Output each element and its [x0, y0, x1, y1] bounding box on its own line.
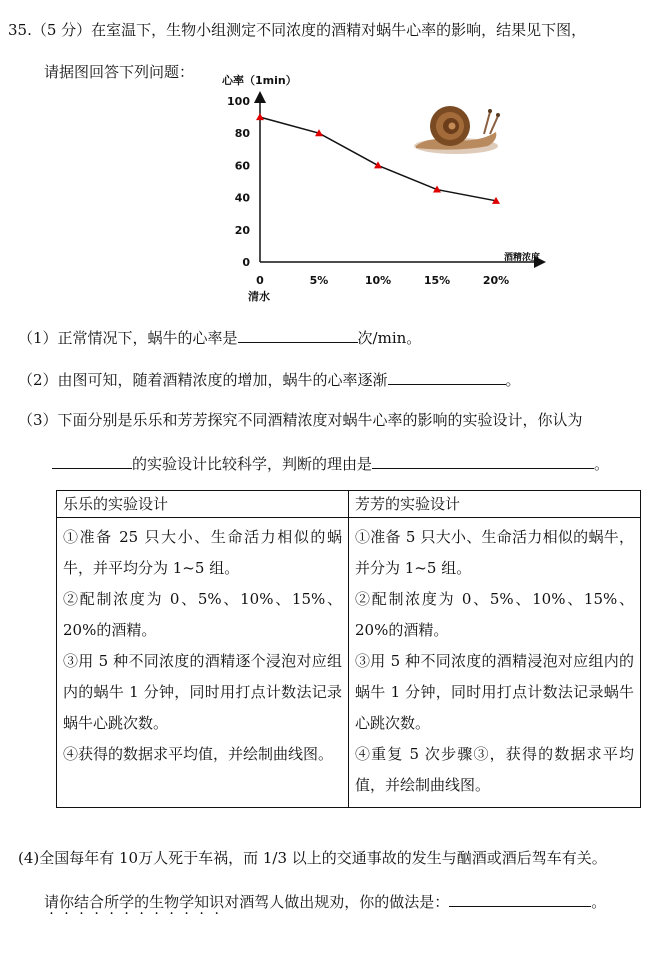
- lele-step-2: ②配制浓度为 0、5%、10%、15%、20%的酒精。: [63, 590, 342, 639]
- x-tick-label: 20%: [482, 274, 510, 287]
- fangfang-step-3: ③用 5 种不同浓度的酒精浸泡对应组内的蜗牛 1 分钟，同时用打点计数法记录蜗牛心跳次数。: [355, 652, 634, 732]
- y-tick-label: 40: [234, 191, 250, 205]
- emphasized-text: 请你结合所学的生物学知识: [44, 893, 225, 911]
- snail-icon: [414, 106, 500, 154]
- sub-question-2: （2）由图可知，随着酒精浓度的增加，蜗牛的心率逐渐 。: [18, 368, 521, 390]
- question-intro-2: 请据图回答下列问题：: [44, 63, 195, 81]
- x-tick-label: 5%: [309, 274, 329, 287]
- fangfang-step-2: ②配制浓度为 0、5%、10%、15%、20%的酒精。: [355, 590, 634, 639]
- sub-question-4-line2: 请你结合所学的生物学知识对酒驾人做出规劝，你的做法是： 。: [44, 890, 606, 912]
- x-tick-label: 10%: [364, 274, 392, 287]
- experiment-design-table: [56, 490, 641, 808]
- sub-question-3: （3）下面分别是乐乐和芳芳探究不同酒精浓度对蜗牛心率的影响的实验设计，你认为: [18, 411, 583, 429]
- x-tick-label: 0: [256, 274, 264, 287]
- sub-question-4: (4)全国每年有 10万人死于车祸，而 1/3 以上的交通事故的发生与酗酒或酒后驾车有关。: [18, 849, 607, 867]
- sub-question-1: （1）正常情况下，蜗牛的心率是 次/min。: [18, 326, 421, 348]
- lele-step-4: ④获得的数据求平均值，并绘制曲线图。: [63, 745, 334, 763]
- x-axis-label: 酒精浓度: [504, 253, 541, 263]
- y-tick-label: 60: [234, 159, 250, 173]
- data-point: [374, 161, 382, 168]
- y-axis-label: 心率（1min）: [222, 74, 297, 87]
- sub-question-3-line2: 的实验设计比较科学，判断的理由是 。: [52, 452, 609, 474]
- table-header-lele: 乐乐的实验设计: [57, 491, 349, 518]
- question-score: （5 分）: [31, 21, 92, 39]
- chart-axes: [260, 97, 540, 262]
- heart-rate-chart: [218, 62, 548, 310]
- lele-step-3: ③用 5 种不同浓度的酒精逐个浸泡对应组内的蜗牛 1 分钟，同时用打点计数法记录蜗牛心跳次数。: [63, 652, 342, 732]
- lele-step-1: ①准备 25 只大小、生命活力相似的蜗牛，并平均分为 1~5 组。: [63, 528, 342, 577]
- fangfang-design-cell: [349, 518, 641, 808]
- y-tick-label: 100: [227, 95, 250, 108]
- data-point: [256, 113, 264, 120]
- fangfang-step-4: ④重复 5 次步骤③，获得的数据求平均值，并绘制曲线图。: [355, 745, 634, 794]
- lele-design-cell: [57, 518, 349, 808]
- question-number: 35.: [8, 21, 32, 39]
- answer-blank-2[interactable]: [388, 368, 506, 385]
- y-tick-label: 0: [242, 256, 250, 269]
- question-intro: 在室温下，生物小组测定不同浓度的酒精对蜗牛心率的影响，结果见下图，: [91, 21, 587, 39]
- answer-blank-4[interactable]: [449, 890, 591, 907]
- fangfang-step-1: ①准备 5 只大小、生命活力相似的蜗牛，并分为 1~5 组。: [355, 528, 634, 577]
- y-tick-label: 20: [234, 223, 250, 237]
- table-header-fangfang: 芳芳的实验设计: [349, 491, 641, 518]
- question-header: [8, 20, 586, 40]
- answer-blank-1[interactable]: [238, 326, 358, 343]
- x-tick-label: 15%: [423, 274, 451, 287]
- y-tick-label: 80: [234, 127, 250, 141]
- answer-blank-3b[interactable]: [372, 452, 594, 469]
- answer-blank-3a[interactable]: [52, 452, 132, 469]
- x-tick-sublabel: 清水: [248, 290, 270, 303]
